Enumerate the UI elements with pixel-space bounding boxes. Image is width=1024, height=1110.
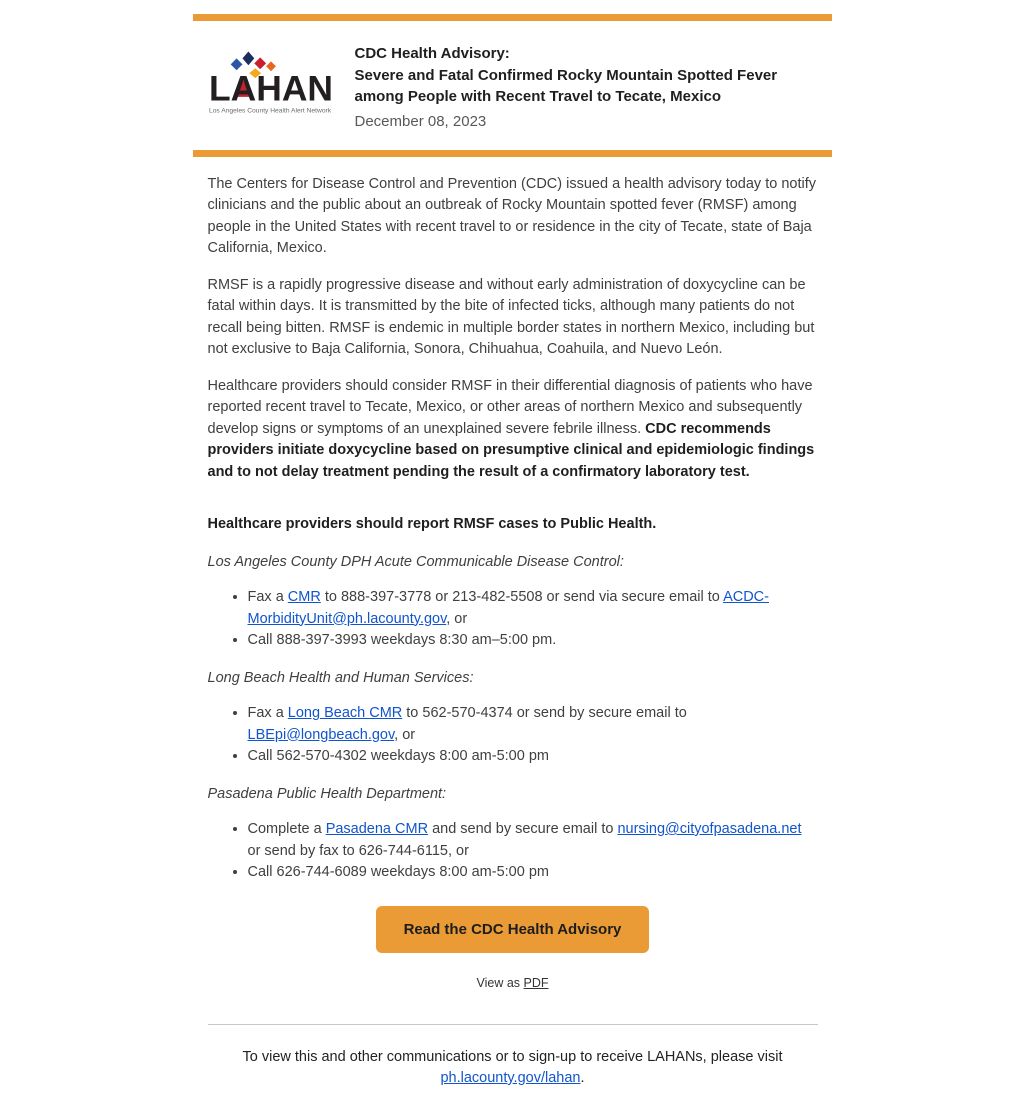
list-item-pas-fax (248, 819, 818, 862)
text-segment: , or (446, 610, 468, 627)
read-cdc-advisory-button[interactable]: Read the CDC Health Advisory (376, 906, 650, 954)
advisory-date: December 08, 2023 (354, 112, 487, 130)
dept-longbeach-list (208, 703, 818, 768)
dept-la-list (208, 587, 818, 652)
text-segment: , or (394, 726, 416, 743)
text-segment: and send by secure email to (428, 821, 618, 837)
paragraph-guidance (208, 376, 818, 484)
logo-tagline: Los Angeles County Health Alert Network (208, 107, 332, 115)
view-as-pdf-row (208, 973, 818, 995)
report-heading: Healthcare providers should report RMSF cases to Public Health. (207, 516, 657, 532)
guidance-text: Healthcare providers should consider RMSF in their differential diagnosis of patients who have reported recent travel to Tecate, Mexico, or other areas of northern Mexico and subsequently develop signs or symptoms of an unexplained severe febrile illness. (207, 377, 813, 437)
header-accent-bar (193, 150, 832, 157)
text-segment: Fax a (247, 705, 288, 721)
dept-la-heading: Los Angeles County DPH Acute Communicable Disease Control: (207, 553, 624, 570)
list-item-la-fax (248, 587, 818, 630)
advisory-content (193, 157, 832, 1110)
paragraph-intro: The Centers for Disease Control and Prevention (CDC) issued a health advisory today to notify clinicians and the public about an outbreak of Rocky Mountain spotted fever (RMSF) among people in the United States with recent travel to or residence in the city of Tecate, state of Baja California, Mexico. (207, 175, 816, 256)
pasadena-nursing-email-link[interactable]: nursing@cityofpasadena.net (617, 821, 802, 837)
list-item-lb-fax (248, 703, 818, 746)
footer-text: To view this and other communications or to sign-up to receive LAHANs, please visit (242, 1048, 783, 1065)
lahan-logo (209, 49, 337, 126)
pdf-link[interactable]: PDF (523, 976, 549, 990)
logo-wordmark: LAHAN (208, 68, 333, 109)
text-segment: Complete a (247, 821, 326, 837)
text-segment: to 888-397-3778 or 213-482-5508 or send via secure email to (320, 589, 724, 605)
top-accent-bar (193, 14, 832, 21)
text-segment: or send by fax to 626-744-6115, or (247, 842, 469, 859)
lahan-signup-link[interactable]: ph.lacounty.gov/lahan (440, 1070, 581, 1086)
footer-link-line (208, 1068, 818, 1090)
dept-pasadena-list (208, 819, 818, 884)
acdc-morbidity-email-link[interactable]: ACDC-MorbidityUnit@ph.lacounty.gov (247, 589, 769, 627)
list-item-la-call: • Call 888-397-3993 weekdays 8:30 am–5:00 pm. (248, 630, 818, 652)
dept-longbeach-heading: Long Beach Health and Human Services: (207, 669, 474, 686)
advisory-kicker: CDC Health Advisory: (354, 45, 510, 62)
text-segment: to 562-570-4374 or send by secure email to (402, 705, 687, 721)
list-item-lb-call: • Call 562-570-4302 weekdays 8:00 am-5:00 pm (248, 746, 818, 768)
text-segment: Fax a (247, 589, 288, 605)
header-text (355, 43, 820, 132)
list-item-pas-call: • Call 626-744-6089 weekdays 8:00 am-5:00 pm (248, 862, 818, 884)
email-header (193, 21, 832, 150)
guidance-bold-recommendation: CDC recommends providers initiate doxycycline based on presumptive clinical and epidemiologic findings and to not delay treatment pending the result of a confirmatory laboratory test. (207, 420, 815, 480)
cmr-link[interactable]: CMR (287, 589, 321, 605)
footer-note (208, 1025, 818, 1110)
lahan-logo-graphic (209, 49, 337, 121)
dept-pasadena-heading: Pasadena Public Health Department: (207, 785, 447, 802)
paragraph-disease-info: RMSF is a rapidly progressive disease and without early administration of doxycycline can be fatal within days. It is transmitted by the bite of infected ticks, although many patients do not recall being bitten. RMSF is endemic in multiple border states in northern Mexico, including but not exclusive to Baja California, Sonora, Chihuahua, Coahuila, and Nuevo León. (207, 276, 815, 357)
view-as-text: View as (476, 976, 524, 990)
pasadena-cmr-link[interactable]: Pasadena CMR (325, 821, 429, 837)
email-body (193, 14, 832, 1110)
cta-row (208, 906, 818, 954)
lbepi-email-link[interactable]: LBEpi@longbeach.gov (247, 726, 395, 743)
page-canvas (0, 14, 1024, 1086)
footer-period: . (580, 1070, 585, 1086)
advisory-title: Severe and Fatal Confirmed Rocky Mountain Spotted Fever among People with Recent Travel to Tecate, Mexico (354, 66, 778, 105)
longbeach-cmr-link[interactable]: Long Beach CMR (287, 705, 403, 721)
